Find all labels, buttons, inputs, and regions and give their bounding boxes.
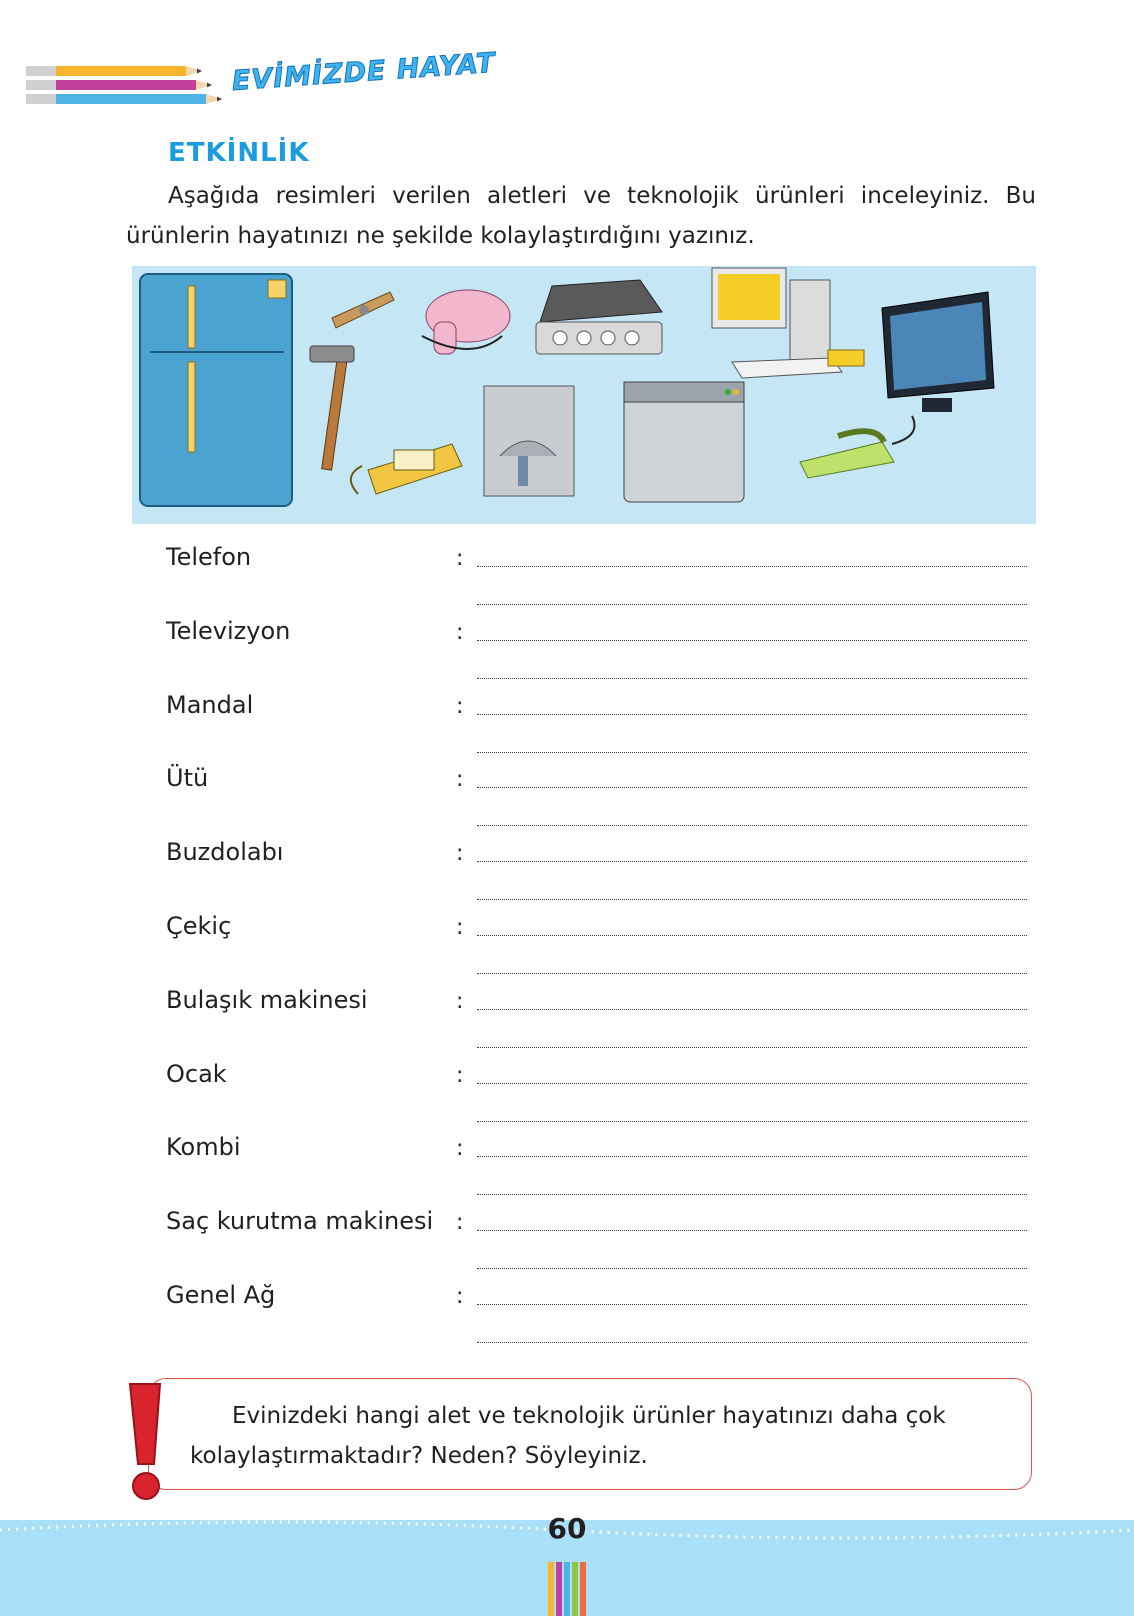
answer-line[interactable] (477, 1342, 1027, 1343)
row-colon: : (456, 988, 464, 1014)
activity-instructions: Aşağıda resimleri verilen aletleri ve teknolojik ürünleri inceleyiniz. Bu ürünlerin hayatınızı ne şekilde kolaylaştırdığını yazınız. (126, 183, 1036, 249)
footer-stripes (548, 1562, 586, 1616)
row-colon: : (456, 1210, 464, 1236)
dishwasher-icon (624, 382, 744, 502)
answer-row (0, 540, 1134, 616)
hair-dryer-icon (422, 290, 510, 354)
answer-row (0, 1057, 1134, 1133)
row-label: Bulaşık makinesi (166, 985, 368, 1014)
answer-line[interactable] (477, 861, 1027, 862)
row-colon: : (456, 841, 464, 867)
row-label: Telefon (166, 543, 252, 571)
answer-line[interactable] (477, 752, 1027, 753)
answer-row (0, 1130, 1134, 1206)
answer-line[interactable] (477, 1156, 1027, 1157)
answer-row (0, 614, 1134, 690)
answer-row (0, 983, 1134, 1059)
computer-icon (712, 268, 864, 378)
iron-icon (800, 416, 915, 478)
row-label: Televizyon (166, 616, 291, 645)
activity-heading: ETKİNLİK (168, 138, 310, 168)
answer-line[interactable] (477, 1083, 1027, 1084)
pencils-decoration (26, 64, 226, 108)
answer-line[interactable] (477, 973, 1027, 974)
television-icon (882, 292, 994, 412)
row-label: Ütü (166, 764, 209, 793)
telephone-icon (351, 444, 462, 494)
row-colon: : (456, 619, 464, 645)
answer-row (0, 909, 1134, 985)
answer-line[interactable] (477, 640, 1027, 641)
answer-line[interactable] (477, 1009, 1027, 1010)
row-colon: : (456, 767, 464, 793)
series-title: EVİMİZDE HAYAT (230, 47, 497, 97)
answer-line[interactable] (477, 1230, 1027, 1231)
answer-line[interactable] (477, 714, 1027, 715)
answer-line[interactable] (477, 1268, 1027, 1269)
answer-line[interactable] (477, 604, 1027, 605)
row-label: Ocak (166, 1059, 227, 1088)
note-text: Evinizdeki hangi alet ve teknolojik ürünler hayatınızı daha çok kolaylaştırmaktadır? Neden? Söyleyiniz. (190, 1403, 946, 1469)
answer-line[interactable] (477, 566, 1027, 567)
answer-row (0, 688, 1134, 764)
answer-line[interactable] (477, 899, 1027, 900)
answer-line[interactable] (477, 825, 1027, 826)
exclamation-icon (124, 1380, 170, 1504)
row-label: Genel Ağ (166, 1281, 276, 1309)
row-colon: : (456, 1136, 464, 1162)
stove-icon (536, 280, 662, 354)
hammer-icon (310, 346, 354, 470)
answer-line[interactable] (477, 678, 1027, 679)
answer-line[interactable] (477, 1194, 1027, 1195)
refrigerator-icon (140, 274, 292, 506)
appliances-illustration (132, 266, 1036, 524)
row-colon: : (456, 693, 464, 719)
answer-line[interactable] (477, 1047, 1027, 1048)
row-label: Çekiç (166, 912, 232, 940)
answer-line[interactable] (477, 935, 1027, 936)
row-colon: : (456, 915, 464, 940)
row-label: Buzdolabı (166, 838, 284, 867)
row-label: Mandal (166, 690, 254, 719)
clothespin-icon (332, 292, 394, 328)
row-colon: : (456, 546, 464, 571)
answer-line[interactable] (477, 1121, 1027, 1122)
answer-line[interactable] (477, 1304, 1027, 1305)
row-colon: : (456, 1284, 464, 1309)
answer-row (0, 1204, 1134, 1280)
page-number: 60 (547, 1512, 587, 1545)
answer-line[interactable] (477, 787, 1027, 788)
row-label: Saç kurutma makinesi (166, 1207, 434, 1236)
answer-row (0, 1278, 1134, 1354)
row-colon: : (456, 1062, 464, 1088)
row-label: Kombi (166, 1133, 241, 1162)
answer-row (0, 761, 1134, 837)
combi-boiler-icon (484, 386, 574, 496)
answer-row (0, 835, 1134, 911)
